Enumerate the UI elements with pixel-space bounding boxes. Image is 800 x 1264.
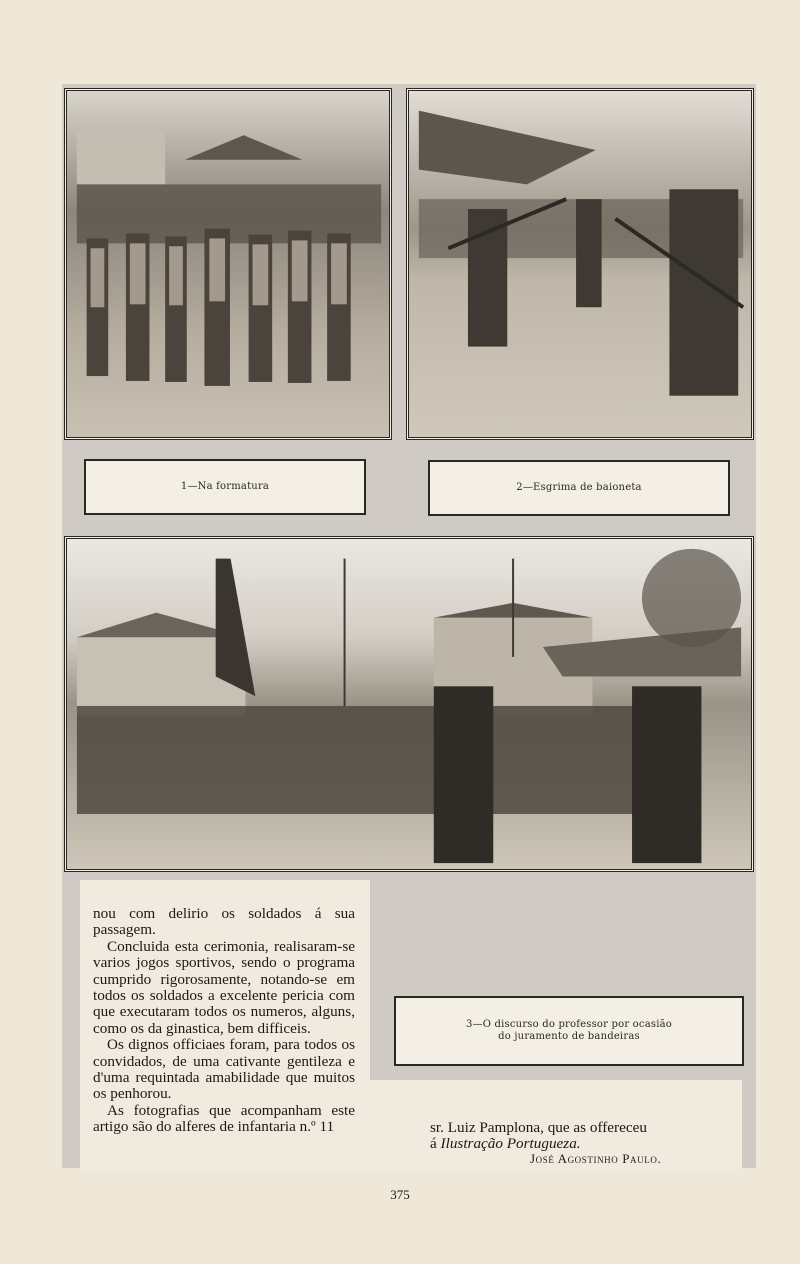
caption-photo-1: [84, 459, 366, 515]
article-paragraph: Os dignos officiaes foram, para todos os convidados, de uma cativante gentileza e d'uma requintada amabilidade que muitos os penhorou.: [93, 1036, 355, 1103]
caption-photo-3-line2: do juramento de bandeiras: [498, 1031, 640, 1042]
page-number: 375: [390, 1187, 410, 1202]
photo-2-image: [409, 91, 751, 437]
article-right-line-1: sr. Luiz Pamplona, que as offereceu: [430, 1119, 647, 1136]
article-paragraph: As fotografias que acompanham este artigo são do alferes de infantaria n.º 11: [93, 1101, 355, 1136]
caption-photo-2-text: 2—Esgrima de baioneta: [516, 481, 642, 493]
photo-3-image: [67, 539, 751, 869]
article-left-column: [93, 906, 355, 1136]
article-paragraph: Concluida esta cerimonia, realisaram-se varios jogos sportivos, sendo o programa cumprido rigorosamente, notando-se em todos os soldados a excelente pericia com que executaram todos os numeros, alguns, como os da ginastica, bem difficeis.: [93, 937, 355, 1037]
photo-flag-oath-speech: [64, 536, 754, 872]
caption-photo-2: [428, 460, 730, 516]
caption-photo-3-line1: 3—O discurso do professor por ocasião: [466, 1018, 672, 1030]
article-right-line-2-prefix: á: [430, 1135, 437, 1153]
photo-bayonet-fencing: [406, 88, 754, 440]
photo-1-image: [67, 91, 389, 437]
caption-photo-3: [394, 996, 744, 1066]
article-paragraph: nou com delirio os soldados á sua passagem.: [93, 905, 355, 939]
publication-name: Ilustração Portugueza.: [440, 1135, 581, 1153]
author-signature: José Agostinho Paulo.: [530, 1151, 662, 1166]
photo-soldiers-formation: [64, 88, 392, 440]
article-right-column: [430, 1120, 730, 1153]
caption-photo-1-text: 1—Na formatura: [180, 480, 270, 492]
